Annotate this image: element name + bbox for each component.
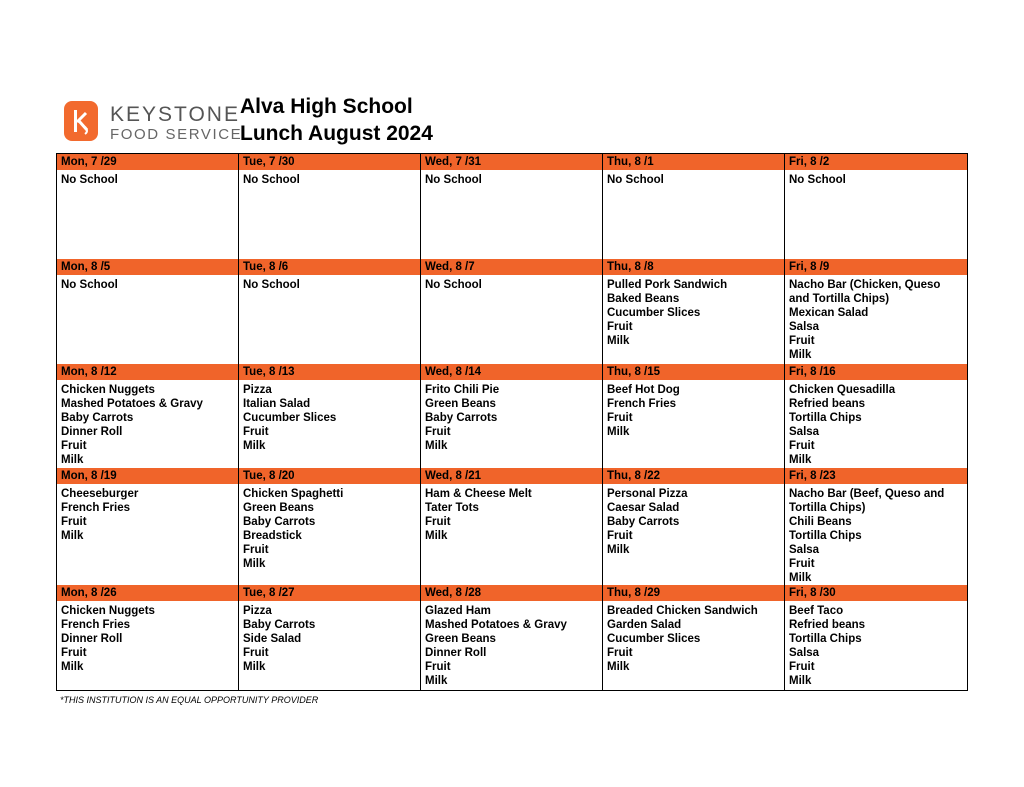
day-cell (57, 259, 239, 364)
menu-list (57, 275, 238, 292)
day-header: Wed, 8 /7 (421, 259, 602, 275)
menu-item: Milk (243, 558, 266, 571)
menu-item: Baked Beans (607, 292, 680, 305)
menu-item: Fruit (243, 647, 269, 660)
logo-keystone-text: KEYSTONE (110, 103, 240, 126)
menu-item: No School (425, 174, 482, 186)
menu-item: Glazed Ham (425, 605, 491, 618)
menu-item: Milk (789, 453, 812, 466)
menu-item: Cucumber Slices (607, 306, 701, 319)
menu-list (785, 170, 967, 187)
menu-item: Milk (243, 439, 266, 452)
menu-item: Cheeseburger (61, 488, 139, 501)
day-header: Fri, 8 /2 (785, 154, 967, 170)
day-header: Thu, 8 /15 (603, 364, 784, 380)
day-header: Wed, 8 /14 (421, 364, 602, 380)
menu-item: Beef Taco (789, 605, 844, 618)
menu-item: Dinner Roll (425, 647, 487, 660)
equal-opportunity-note: *THIS INSTITUTION IS AN EQUAL OPPORTUNITY PROVIDER (60, 695, 319, 705)
menu-item: Fruit (61, 439, 87, 452)
menu-item: Tortilla Chips (789, 530, 862, 543)
day-cell (57, 154, 239, 259)
menu-list (57, 484, 238, 543)
menu-item: Milk (789, 572, 812, 585)
menu-item: Milk (607, 661, 630, 674)
menu-list (603, 484, 784, 557)
menu-item: Pulled Pork Sandwich (607, 278, 728, 291)
page-header (64, 94, 964, 152)
title-block (240, 94, 433, 148)
day-cell (57, 468, 239, 585)
menu-item: No School (243, 278, 300, 291)
logo-food-service-text: FOOD SERVICE (110, 126, 243, 143)
day-header: Mon, 7 /29 (57, 154, 238, 170)
menu-item: Salsa (789, 425, 820, 438)
menu-item: Baby Carrots (243, 516, 316, 529)
day-header: Tue, 8 /20 (239, 468, 420, 484)
menu-item: Chicken Nuggets (61, 383, 155, 396)
menu-item: Dinner Roll (61, 425, 123, 438)
menu-item: No School (425, 278, 482, 291)
menu-item: Dinner Roll (61, 633, 123, 646)
day-header: Wed, 8 /28 (421, 585, 602, 601)
menu-item: Salsa (789, 544, 820, 557)
menu-item: French Fries (61, 502, 131, 515)
day-header: Thu, 8 /22 (603, 468, 784, 484)
menu-list (785, 601, 967, 688)
menu-item: Pizza (243, 605, 272, 618)
menu-list (57, 601, 238, 674)
menu-item: Frito Chili Pie (425, 383, 500, 396)
day-header: Tue, 8 /6 (239, 259, 420, 275)
menu-item: Green Beans (243, 502, 314, 515)
menu-item: Chicken Quesadilla (789, 383, 896, 396)
menu-item: Chili Beans (789, 516, 852, 529)
day-header: Wed, 8 /21 (421, 468, 602, 484)
menu-item: Side Salad (243, 633, 302, 646)
day-header: Thu, 8 /8 (603, 259, 784, 275)
menu-list (57, 170, 238, 187)
menu-item: Milk (789, 675, 812, 688)
day-header: Fri, 8 /16 (785, 364, 967, 380)
school-name: Alva High School (240, 95, 413, 118)
menu-item: Milk (425, 530, 448, 543)
menu-item: Milk (61, 453, 84, 466)
day-header: Thu, 8 /1 (603, 154, 784, 170)
day-cell (421, 468, 603, 585)
menu-item: Baby Carrots (607, 516, 680, 529)
menu-list (239, 380, 420, 453)
menu-item: Fruit (425, 516, 451, 529)
menu-item: Milk (243, 661, 266, 674)
menu-item: Fruit (61, 647, 87, 660)
menu-item: Nacho Bar (Chicken, Queso (789, 278, 941, 291)
menu-item: Baby Carrots (425, 411, 498, 424)
day-cell (785, 154, 967, 259)
day-header: Tue, 8 /13 (239, 364, 420, 380)
menu-item: Milk (61, 661, 84, 674)
menu-item: Baby Carrots (61, 411, 134, 424)
day-cell (603, 585, 785, 690)
day-header: Mon, 8 /19 (57, 468, 238, 484)
menu-title: Lunch August 2024 (240, 122, 433, 145)
menu-item: Mashed Potatoes & Gravy (425, 619, 567, 632)
menu-list (785, 380, 967, 467)
menu-item: Baby Carrots (243, 619, 316, 632)
day-cell (421, 259, 603, 364)
day-header: Tue, 8 /27 (239, 585, 420, 601)
day-header: Mon, 8 /5 (57, 259, 238, 275)
day-cell (785, 468, 967, 585)
menu-item: Milk (425, 439, 448, 452)
menu-list (239, 275, 420, 292)
menu-item: French Fries (607, 397, 677, 410)
day-header: Thu, 8 /29 (603, 585, 784, 601)
menu-item: Cucumber Slices (607, 633, 701, 646)
menu-item: Breaded Chicken Sandwich (607, 605, 758, 618)
menu-list (239, 601, 420, 674)
menu-item: Beef Hot Dog (607, 383, 680, 396)
menu-item: Milk (607, 425, 630, 438)
menu-item: Fruit (607, 530, 633, 543)
menu-list (785, 484, 967, 585)
menu-list (57, 380, 238, 467)
menu-list (785, 275, 967, 362)
menu-list (421, 601, 602, 688)
menu-item: No School (789, 174, 846, 186)
menu-item: Fruit (243, 425, 269, 438)
menu-item: Fruit (789, 558, 815, 571)
day-cell (239, 468, 421, 585)
menu-item: No School (607, 174, 664, 186)
day-cell (239, 364, 421, 469)
keystone-logo (64, 101, 243, 145)
menu-item: French Fries (61, 619, 131, 632)
menu-item: Chicken Nuggets (61, 605, 155, 618)
menu-item: Ham & Cheese Melt (425, 488, 532, 501)
menu-item: Milk (61, 530, 84, 543)
menu-item: Garden Salad (607, 619, 682, 632)
menu-list (603, 170, 784, 187)
menu-item: Pizza (243, 383, 272, 396)
menu-item: Tater Tots (425, 502, 479, 515)
menu-item: No School (61, 174, 118, 186)
menu-item: No School (61, 278, 118, 291)
menu-item: Milk (607, 334, 630, 347)
day-cell (785, 364, 967, 469)
day-cell (603, 154, 785, 259)
day-cell (603, 364, 785, 469)
menu-item: Personal Pizza (607, 488, 688, 501)
menu-item: No School (243, 174, 300, 186)
day-header: Wed, 7 /31 (421, 154, 602, 170)
menu-item: Nacho Bar (Beef, Queso and (789, 488, 945, 501)
menu-item: Cucumber Slices (243, 411, 337, 424)
menu-item: Fruit (425, 661, 451, 674)
menu-item: Salsa (789, 647, 820, 660)
menu-item: Chicken Spaghetti (243, 488, 344, 501)
menu-item: Salsa (789, 320, 820, 333)
menu-item: Refried beans (789, 397, 866, 410)
menu-item: Fruit (61, 516, 87, 529)
menu-item: Fruit (607, 647, 633, 660)
day-header: Fri, 8 /9 (785, 259, 967, 275)
menu-item: Milk (607, 544, 630, 557)
day-header: Fri, 8 /23 (785, 468, 967, 484)
menu-item: Green Beans (425, 633, 496, 646)
menu-list (239, 484, 420, 571)
day-header: Mon, 8 /12 (57, 364, 238, 380)
menu-item: Caesar Salad (607, 502, 680, 515)
menu-item: Green Beans (425, 397, 496, 410)
day-cell (785, 585, 967, 690)
day-cell (57, 585, 239, 690)
menu-item: Fruit (789, 661, 815, 674)
day-cell (239, 154, 421, 259)
menu-list (603, 275, 784, 348)
menu-item: Fruit (789, 334, 815, 347)
lunch-calendar (56, 153, 968, 691)
day-cell (421, 585, 603, 690)
day-cell (603, 468, 785, 585)
menu-item: Tortilla Chips (789, 411, 862, 424)
day-cell (421, 364, 603, 469)
day-cell (239, 259, 421, 364)
day-cell (57, 364, 239, 469)
menu-item: Italian Salad (243, 397, 311, 410)
menu-list (603, 380, 784, 439)
menu-list (421, 380, 602, 453)
menu-list (421, 170, 602, 187)
menu-item: Fruit (425, 425, 451, 438)
menu-list (239, 170, 420, 187)
menu-item: Mashed Potatoes & Gravy (61, 397, 203, 410)
day-header: Mon, 8 /26 (57, 585, 238, 601)
menu-item: Fruit (607, 411, 633, 424)
menu-item: and Tortilla Chips) (789, 292, 890, 305)
menu-item: Mexican Salad (789, 306, 869, 319)
day-header: Tue, 7 /30 (239, 154, 420, 170)
menu-item: Fruit (789, 439, 815, 452)
menu-item: Milk (789, 348, 812, 361)
day-cell (239, 585, 421, 690)
menu-item: Fruit (607, 320, 633, 333)
menu-item: Tortilla Chips (789, 633, 862, 646)
day-cell (421, 154, 603, 259)
keystone-k-icon (64, 101, 98, 141)
day-header: Fri, 8 /30 (785, 585, 967, 601)
menu-item: Breadstick (243, 530, 302, 543)
day-cell (603, 259, 785, 364)
day-cell (785, 259, 967, 364)
menu-list (421, 275, 602, 292)
menu-item: Refried beans (789, 619, 866, 632)
menu-list (421, 484, 602, 543)
menu-list (603, 601, 784, 674)
menu-item: Milk (425, 675, 448, 688)
menu-item: Tortilla Chips) (789, 502, 866, 515)
menu-item: Fruit (243, 544, 269, 557)
